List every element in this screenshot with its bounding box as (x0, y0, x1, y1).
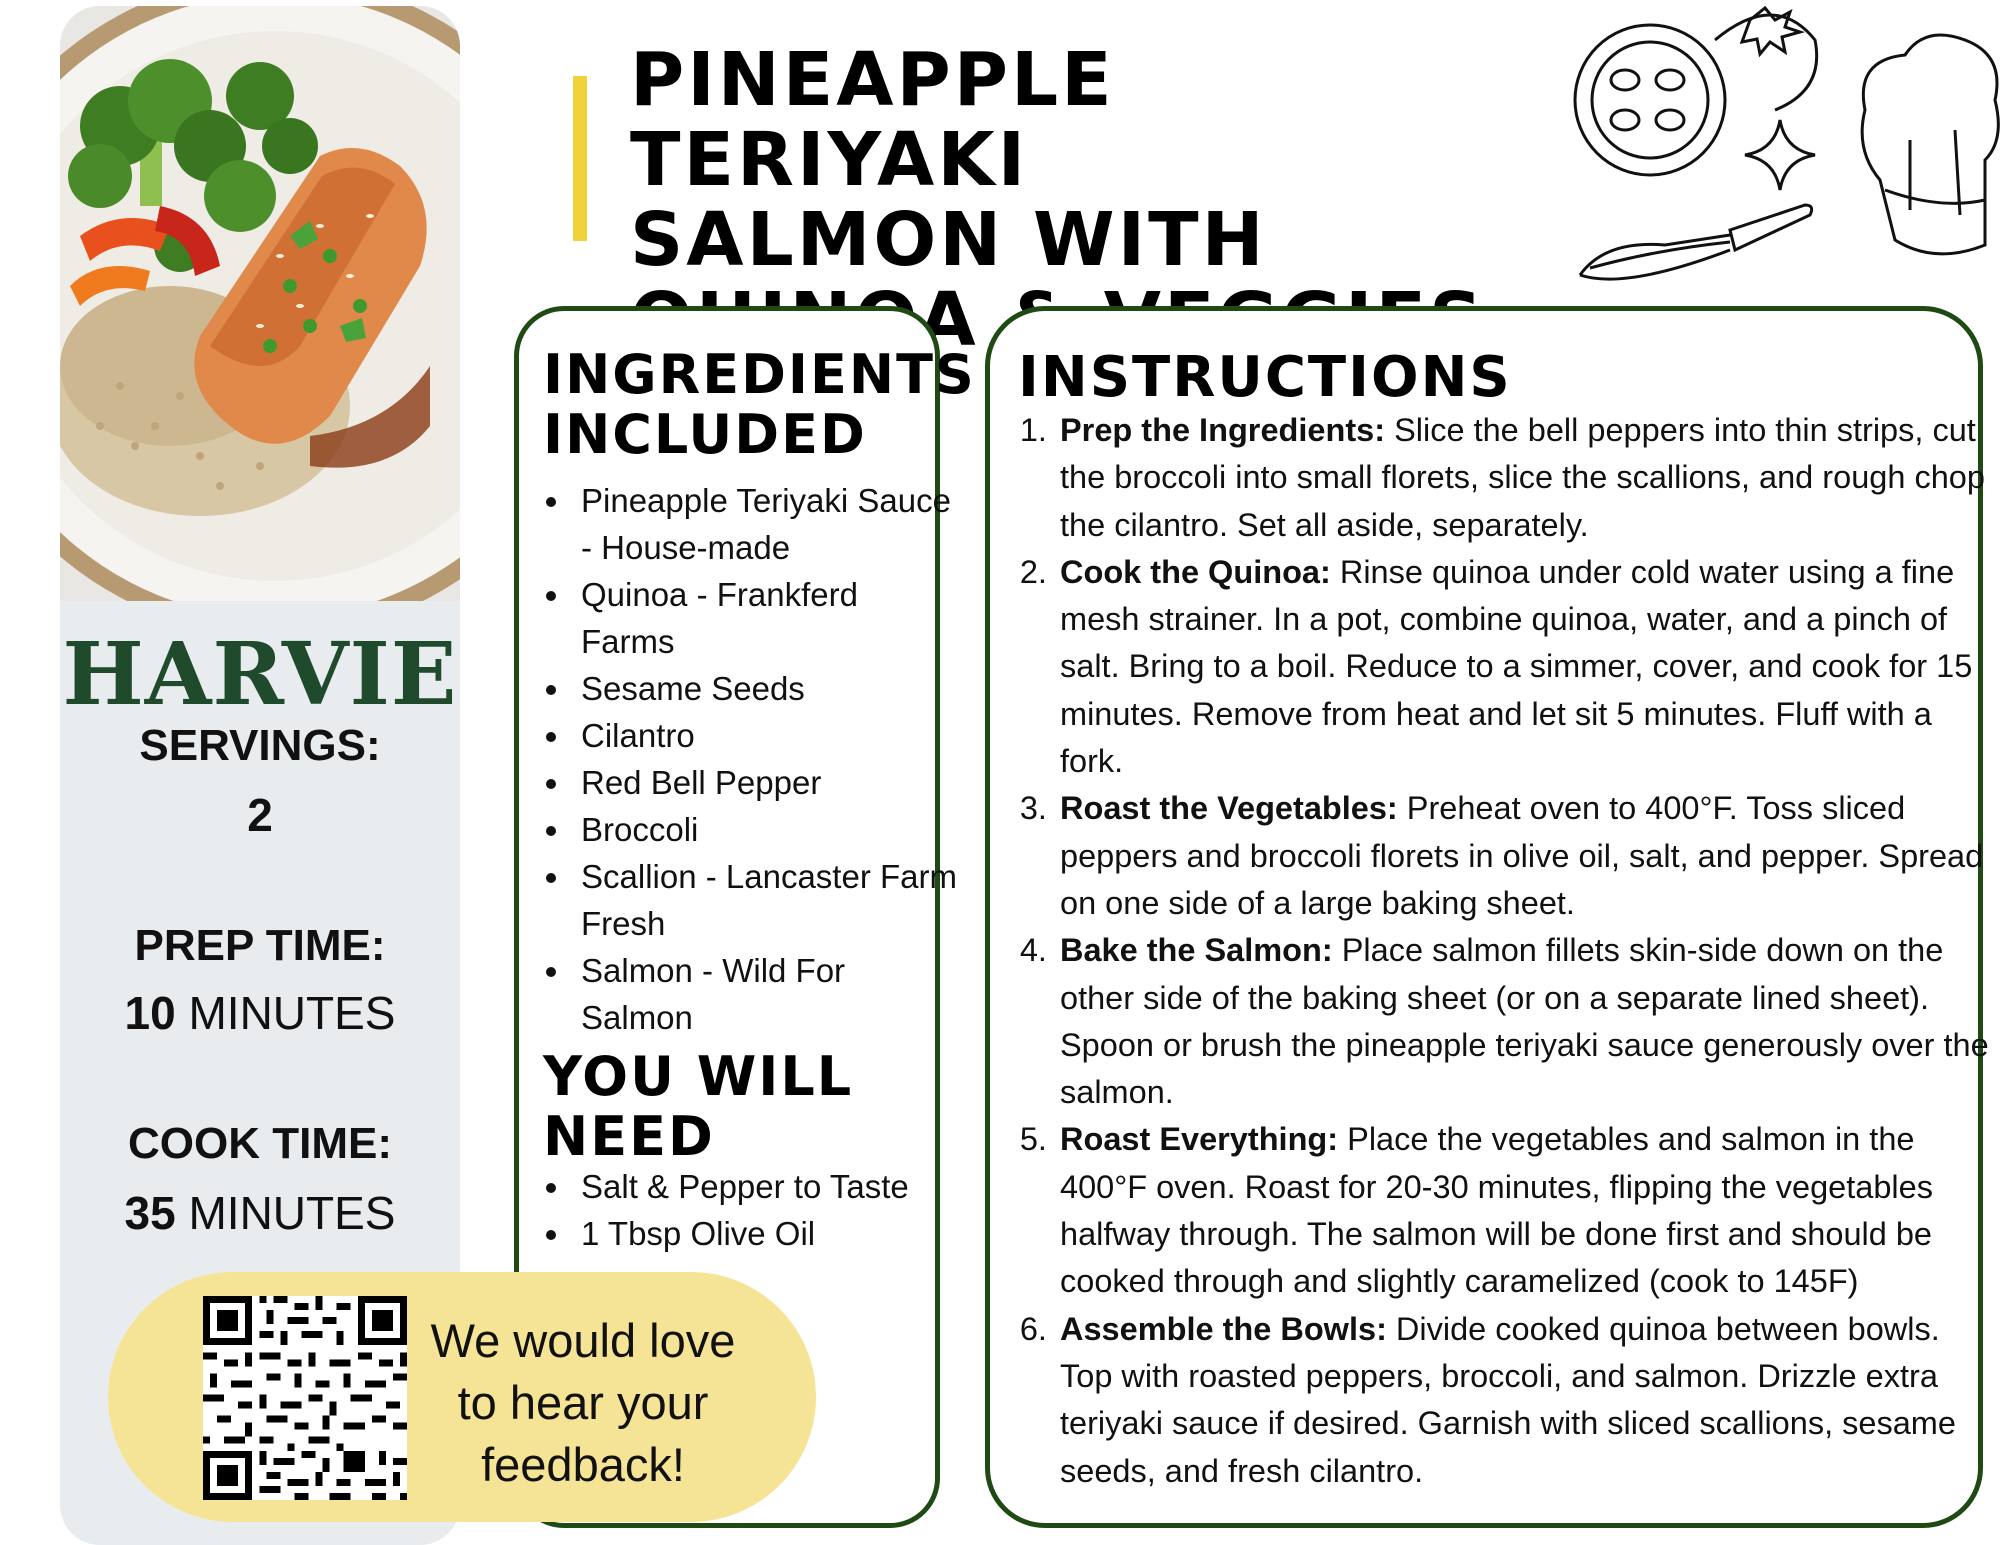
instructions-list (1020, 407, 1991, 1495)
ingredient-item: • Sesame Seeds (573, 665, 958, 712)
servings-value: 2 (247, 789, 273, 841)
need-item: • Salt & Pepper to Taste (573, 1163, 958, 1210)
ingredients-heading (543, 343, 976, 466)
ingredient-item: • Broccoli (573, 806, 958, 853)
step-title: Prep the Ingredients: (1060, 412, 1386, 448)
feedback-line: to hear your (457, 1376, 709, 1429)
step-text: Divide cooked quinoa between bowls. Top with roasted peppers, broccoli, and salmon. Drizzle extra teriyaki sauce if desired. Garnish with sliced scallions, sesame seeds, and fresh cilantro. (1060, 1310, 1956, 1489)
prep-time-number: 10 (124, 987, 176, 1039)
servings-label: SERVINGS: (139, 721, 381, 770)
need-item: • 1 Tbsp Olive Oil (573, 1210, 958, 1257)
step-title: Bake the Salmon: (1060, 932, 1333, 969)
step-title: Roast the Vegetables: (1060, 790, 1398, 827)
instructions-heading: INSTRUCTIONS (1018, 345, 1512, 410)
step-text: Preheat oven to 400°F. Toss sliced peppers and broccoli florets in olive oil, salt, and pepper. Spread on one side of a large baking sheet. (1060, 790, 1984, 921)
ingredient-item: • Red Bell Pepper (573, 759, 958, 806)
instruction-step (1056, 927, 1991, 1116)
step-title: Assemble the Bowls: (1060, 1310, 1387, 1347)
feedback-line: We would love (430, 1314, 736, 1367)
chef-hat-icon (1862, 35, 1998, 254)
prep-time-label: PREP TIME: (134, 921, 386, 970)
heading-line: INCLUDED (543, 403, 867, 466)
instructions-card (985, 306, 1989, 1528)
instruction-step (1056, 407, 1991, 549)
whisk-icon (1580, 205, 1812, 279)
cook-time-number: 35 (124, 1187, 176, 1239)
step-text: Slice the bell peppers into thin strips, cut the broccoli into small florets, slice the scallions, and rough chop the cilantro. Set all aside, separately. (1060, 412, 1985, 543)
feedback-banner (108, 1272, 816, 1522)
brand-logo: HARVIE (62, 624, 458, 725)
step-text: Rinse quinoa under cold water using a fine mesh strainer. In a pot, combine quinoa, water, and a pinch of salt. Bring to a boil. Reduce to a simmer, cover, and cook for 15 minutes. Remove from heat and let sit 5 minutes. Fluff with a fork. (1060, 553, 1973, 780)
instruction-step (1056, 1116, 1991, 1305)
sparkle-icon (1745, 120, 1815, 190)
cook-time-label: COOK TIME: (128, 1119, 392, 1168)
you-will-need-list (543, 1163, 958, 1257)
step-title: Roast Everything: (1060, 1121, 1339, 1158)
heading-line: INGREDIENTS (543, 343, 976, 406)
heading-line: YOU WILL (543, 1045, 854, 1108)
tomato-icon (1575, 8, 1817, 175)
instruction-step (1056, 1306, 1991, 1495)
ingredient-item: • Quinoa - Frankferd Farms (573, 571, 958, 665)
feedback-line: feedback! (481, 1438, 685, 1491)
cook-time-value (60, 1186, 460, 1240)
ingredient-item: • Salmon - Wild For Salmon (573, 947, 958, 1041)
step-text: Place salmon fillets skin-side down on the other side of the baking sheet (or on a separate lined sheet). Spoon or brush the pineapple teriyaki sauce generously over the salmon. (1060, 932, 1989, 1111)
ingredient-item: • Cilantro (573, 712, 958, 759)
feedback-qr-code[interactable] (203, 1296, 407, 1500)
step-title: Cook the Quinoa: (1060, 553, 1331, 590)
step-text: Place the vegetables and salmon in the 400°F oven. Roast for 20-30 minutes, flipping the vegetables halfway through. The salmon will be done first and should be cooked through and slightly caramelized (cook to 145F) (1060, 1121, 1933, 1300)
prep-time-unit: MINUTES (188, 987, 396, 1039)
heading-line: NEED (543, 1105, 715, 1168)
kitchen-doodles-illustration (1565, 0, 2000, 295)
title-accent-bar (573, 76, 587, 241)
prep-time-value (60, 986, 460, 1040)
ingredient-item: • Scallion - Lancaster Farm Fresh (573, 853, 958, 947)
ingredient-item: • Pineapple Teriyaki Sauce - House-made (573, 477, 958, 571)
feedback-message (423, 1310, 743, 1496)
instruction-step (1056, 785, 1991, 927)
title-line: PINEAPPLE TERIYAKI (630, 37, 1115, 203)
salmon-dish-photo (60, 6, 460, 601)
instruction-step (1056, 549, 1991, 785)
you-will-need-heading (543, 1047, 943, 1167)
cook-time-unit: MINUTES (188, 1187, 396, 1239)
title-line: SALMON WITH (630, 197, 1267, 283)
ingredients-list (543, 477, 958, 1041)
